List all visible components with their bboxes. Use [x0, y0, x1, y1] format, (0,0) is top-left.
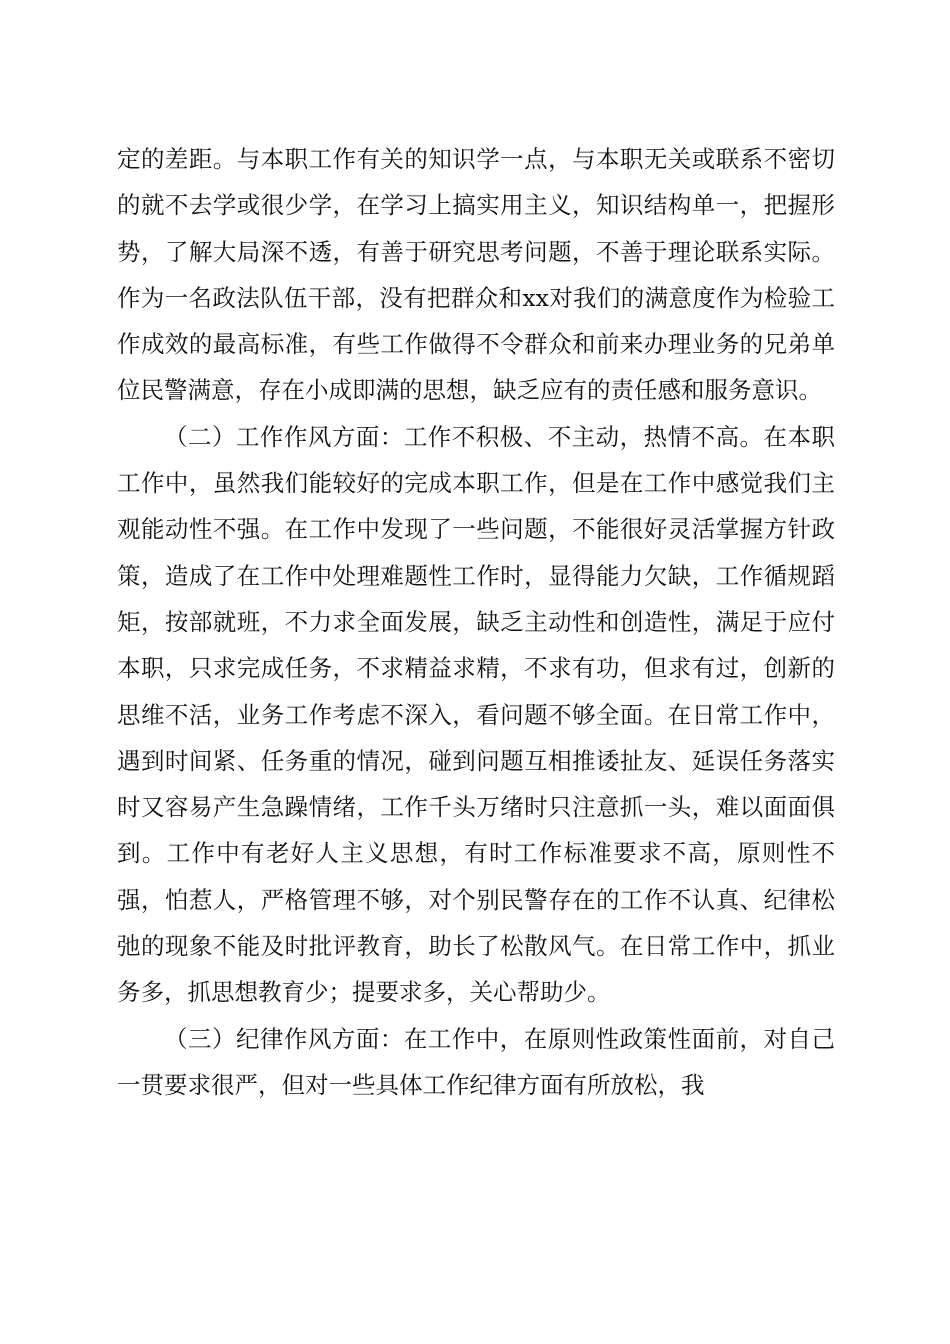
- paragraph-1: 定的差距。与本职工作有关的知识学一点，与本职无关或联系不密切的就不去学或很少学，在学习上搞实用主义，知识结构单一，把握形势，了解大局深不透，有善于研究思考问题，不善于理论联系实际。作为一名政法队伍干部，没有把群众和xx对我们的满意度作为检验工作成效的最高标准，有些工作做得不令群众和前来办理业务的兄弟单位民警满意，存在小成即满的思想，缺乏应有的责任感和服务意识。: [117, 145, 835, 405]
- paragraph-3: （三）纪律作风方面：在工作中，在原则性政策性面前，对自己一贯要求很严，但对一些具体工作纪律方面有所放松，我: [117, 1024, 835, 1099]
- document-body: [117, 136, 835, 1108]
- paragraph-2: （二）工作作风方面：工作不积极、不主动，热情不高。在本职工作中，虽然我们能较好的完成本职工作，但是在工作中感觉我们主观能动性不强。在工作中发现了一些问题，不能很好灵活掌握方针政策，造成了在工作中处理难题性工作时，显得能力欠缺，工作循规蹈矩，按部就班，不力求全面发展，缺乏主动性和创造性，满足于应付本职，只求完成任务，不求精益求精，不求有功，但求有过，创新的思维不活，业务工作考虑不深入，看问题不够全面。在日常工作中，遇到时间紧、任务重的情况，碰到问题互相推诿扯友、延误任务落实时又容易产生急躁情绪，工作千头万绪时只注意抓一头，难以面面俱到。工作中有老好人主义思想，有时工作标准要求不高，原则性不强，怕惹人，严格管理不够，对个别民警存在的工作不认真、纪律松弛的现象不能及时批评教育，助长了松散风气。在日常工作中，抓业务多，抓思想教育少；提要求多，关心帮助少。: [117, 422, 835, 1007]
